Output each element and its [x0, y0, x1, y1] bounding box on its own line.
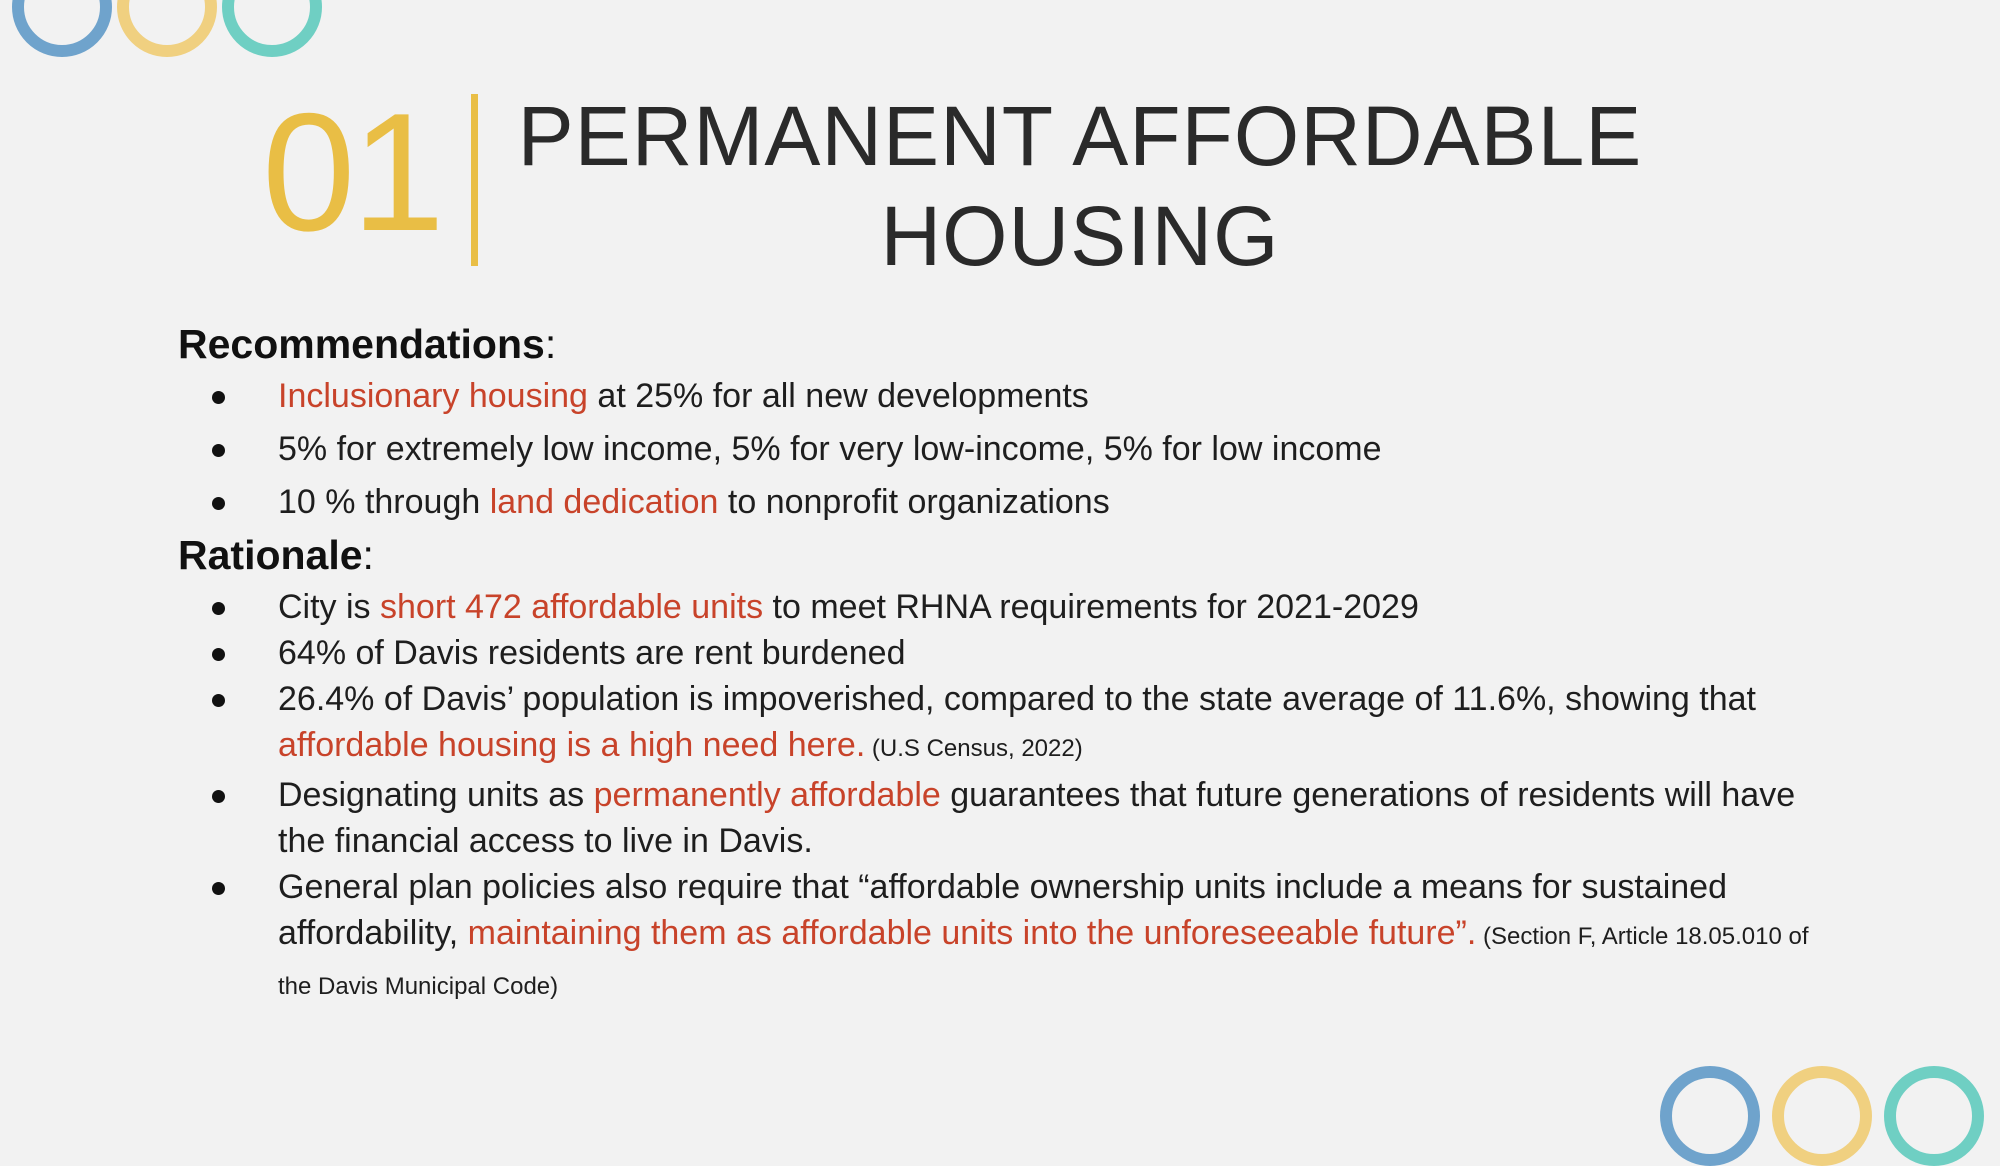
recommendation-item: [178, 426, 1838, 472]
title-divider: [471, 94, 478, 266]
rationale-item: [178, 772, 1838, 864]
ring-blue-top-icon: [12, 0, 112, 57]
highlight-text: maintaining them as affordable units into the unforeseeable future: [467, 914, 1456, 952]
item-text: 26.4% of Davis’ population is impoverished, compared to the state average of 11.6%, showing that: [278, 680, 1756, 718]
slide-title-line-2: HOUSING: [880, 189, 1280, 283]
item-text: Designating units as: [278, 776, 594, 814]
rationale-item: [178, 676, 1838, 772]
rationale-item: [178, 630, 1838, 676]
item-text: City is: [278, 588, 380, 626]
item-text: at 25% for all new developments: [587, 377, 1089, 415]
highlight-text: short 472 affordable units: [380, 588, 764, 626]
item-text: guarantees that future generations of residents will have the financial access to live in Davis.: [278, 776, 1796, 860]
item-text: to meet RHNA requirements for 2021-2029: [763, 588, 1419, 626]
slide-title: [500, 86, 1660, 286]
highlight-text: permanently affordable: [593, 776, 941, 814]
recommendation-item: [178, 373, 1838, 419]
rationale-item: [178, 584, 1838, 630]
slide-title-line-1: PERMANENT AFFORDABLE: [517, 89, 1643, 183]
recommendations-heading-text: Recommendations: [178, 321, 545, 367]
rationale-heading-text: Rationale: [178, 532, 363, 578]
recommendations-heading: [178, 315, 1838, 373]
citation: (U.S Census, 2022): [865, 735, 1083, 762]
ring-yellow-bottom-icon: [1772, 1066, 1872, 1166]
highlight-text: affordable housing is a high need here.: [278, 726, 866, 764]
slide-body: [178, 315, 1838, 1010]
rationale-item: [178, 864, 1838, 1010]
ring-blue-bottom-icon: [1660, 1066, 1760, 1166]
slide-number: 01: [262, 78, 441, 266]
recommendation-item: [178, 479, 1838, 525]
highlight-text: Inclusionary housing: [278, 377, 588, 415]
citation: (Section F, Article 18.05.010 of the Davis Municipal Code): [278, 923, 1809, 1000]
ring-yellow-top-icon: [117, 0, 217, 57]
rationale-list: [178, 584, 1838, 1010]
recommendations-heading-colon: :: [544, 321, 557, 367]
item-text: 10 % through: [278, 483, 490, 521]
item-text: 5% for extremely low income, 5% for very low-income, 5% for low income: [278, 430, 1382, 468]
ring-teal-top-icon: [222, 0, 322, 57]
item-text: 64% of Davis residents are rent burdened: [278, 634, 906, 672]
recommendations-list: [178, 373, 1838, 525]
ring-teal-bottom-icon: [1884, 1066, 1984, 1166]
rationale-heading-colon: :: [362, 532, 374, 578]
highlight-text: ”.: [1455, 914, 1477, 952]
item-text: to nonprofit organizations: [718, 483, 1110, 521]
item-text: General plan policies also require that “affordable ownership units include a means for sustained affordability,: [278, 868, 1728, 952]
highlight-text: land dedication: [489, 483, 719, 521]
rationale-heading: [178, 526, 1838, 584]
